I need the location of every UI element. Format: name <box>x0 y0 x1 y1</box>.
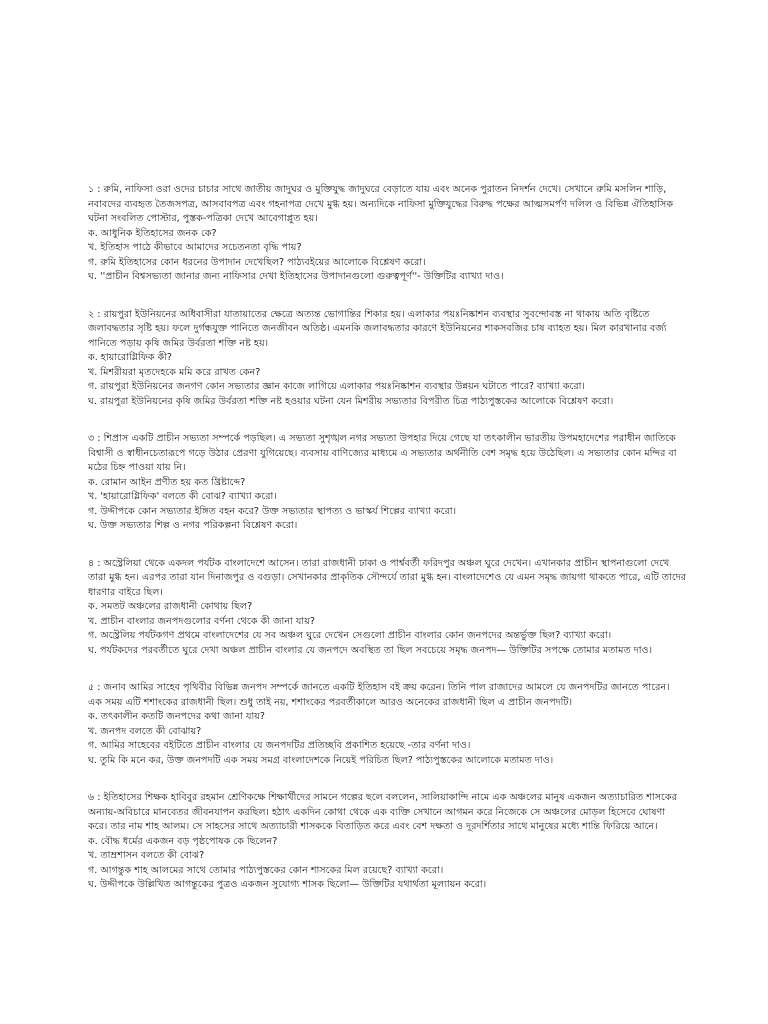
question-part-gha: ঘ. উদ্দীপকে উল্লিখিত আগন্তুকের পুত্রও একজন সুযোগ্য শাসক ছিলো— উক্তিটির যথার্থতা মূল্যায়ন করো। <box>88 879 487 890</box>
question-part-kha: খ. জনপদ বলতে কী বোঝায়? <box>88 725 202 737</box>
question-part-ka: ক. রোমান আইন প্রণীত হয় কত খ্রিষ্টাব্দে? <box>88 476 246 488</box>
question-part-ga: গ. উদ্দীপকে কোন সভ্যতার ইঙ্গিত বহন করে? উক্ত সভ্যতার স্থাপত্য ও ভাস্কর্য শিল্পের ব্যাখ্যা করো। <box>88 505 457 517</box>
question-part-kha: খ. তাম্রশাসন বলতে কী বোঝ? <box>88 850 205 861</box>
question-stem: ৫ : জনাব আমির সাহেব পৃথিবীর বিভিন্ন জনপদ সম্পর্কে জানতে একটি ইতিহাস বই ক্রয় করেন। তিনি পাল রাজাদের আমলে যে জনপদটির জানতে পারেন। এক সময় এটি শশাংকের রাজধানী ছিল। শুধু তাই নয়, শশাংকের পরবর্তীকালে আরও অনেকের রাজধানী ছিল এ প্রাচীন জনপদটি। <box>88 682 670 708</box>
question-part-ga: গ. আগন্তুক শাহ আলমের সাথে তোমার পাঠ্যপুস্তকের কোন শাসকের মিল রয়েছে? ব্যাখ্যা করো। <box>88 864 444 876</box>
question-part-gha: ঘ. তুমি কি মনে কর, উক্ত জনপদটি এক সময় সমগ্র বাংলাদেশকে নিয়েই পরিচিত ছিল? পাঠ্যপুস্তকের আলোকে মতামত দাও। <box>88 754 554 766</box>
question-5 <box>88 681 686 768</box>
question-2 <box>88 308 686 410</box>
question-1 <box>88 183 686 285</box>
question-part-ka: ক. হায়ারোগ্লিফিক কী? <box>88 352 173 363</box>
question-stem: ১ : রুমি, নাফিসা ওরা ওদের চাচার সাথে জাতীয় জাদুঘর ও মুক্তিযুদ্ধ জাদুঘরে বেড়াতে যায় এবং অনেক পুরাতন নিদর্শন দেখে। সেখানে রুমি মসলিন শাড়ি, নবাবদের ব্যবহৃত তৈজসপত্র, আসবাবপত্র এবং গহনাপত্র দেখে মুগ্ধ হয়। অন্যদিকে নাফিসা মুক্তিযুদ্ধের বিরুদ্ধ পক্ষের আত্মসমর্পণ দলিল ও বিভিন্ন ঐতিহাসিক ঘটনা সংবলিত পোস্টার, পুস্তক-পত্রিকা দেখে আবেগাপ্লুত হয়। <box>88 184 674 224</box>
question-stem: ২ : রায়পুরা ইউনিয়নের অধিবাসীরা যাতায়াতের ক্ষেত্রে অত্যন্ত ভোগান্তির শিকার হয়। এলাকার পয়ঃনিষ্কাশন ব্যবস্থার সুবন্দোবস্ত না থাকায় অতি বৃষ্টিতে জলাবদ্ধতার সৃষ্টি হয়। ফলে দুর্গন্ধযুক্ত পানিতে জনজীবন অতিষ্ঠ। এমনকি জলাবদ্ধতার কারণে ইউনিয়নের শাকসবজির চাষ ব্যাহত হয়। মিল কারখানার বর্জ্য পানিতে পড়ায় কৃষি জমির উর্বরতা শক্তি নষ্ট হয়। <box>88 308 667 349</box>
question-part-gha: ঘ. উক্ত সভ্যতার শিল্প ও নগর পরিকল্পনা বিশ্লেষণ করো। <box>88 520 298 531</box>
question-part-kha: খ. ইতিহাস পাঠে কীভাবে আমাদের সচেতনতা বৃদ্ধি পায়? <box>88 242 302 253</box>
question-part-ka: ক. বৌদ্ধ ধর্মের একজন বড় পৃষ্ঠপোষক কে ছিলেন? <box>88 835 278 847</box>
question-part-ka: ক. তৎকালীন কতটি জনপদের কথা জানা যায়? <box>88 711 266 722</box>
question-part-kha: খ. প্রাচীন বাংলার জনপদগুলোর বর্ণনা থেকে কী জানা যায়? <box>88 615 315 627</box>
question-part-kha: খ. 'হায়ারোগ্লিফিক' বলতে কী বোঝ? ব্যাখ্যা করো। <box>88 491 277 502</box>
question-part-gha: ঘ. ''প্রাচীন বিশ্বসভ্যতা জানার জন্য নাফিসার দেখা ইতিহাসের উপাদানগুলো গুরুত্বপূর্ণ''- উক্তিটির ব্যাখ্যা দাও। <box>88 271 504 282</box>
question-stem: ৪ : অস্ট্রেলিয়া থেকে একদল পর্যটক বাংলাদেশে আসেন। তারা রাজধানী ঢাকা ও পার্শ্ববর্তী ফরিদপুর অঞ্চল ঘুরে দেখেন। এখানকার প্রাচীন স্থাপনাগুলো দেখে তারা মুগ্ধ হন। এরপর তারা যান দিনাজপুর ও বগুড়া। সেখানকার প্রাকৃতিক সৌন্দর্যে তারা মুগ্ধ হন। বাংলাদেশেও যে এমন সমৃদ্ধ জায়গা থাকতে পারে, এটি তাদের ধারণার বাইরে ছিল। <box>88 557 687 598</box>
question-part-ka: ক. সমতট অঞ্চলের রাজধানী কোথায় ছিল? <box>88 601 253 612</box>
question-part-kha: খ. মিশরীয়রা মৃতদেহকে মমি করে রাখত কেন? <box>88 366 261 378</box>
question-part-ka: ক. আধুনিক ইতিহাসের জনক কে? <box>88 227 217 239</box>
question-4 <box>88 557 686 659</box>
question-sheet <box>88 183 686 916</box>
question-part-ga: গ. অস্ট্রেলিয় পর্যটকগণ প্রথমে বাংলাদেশের যে সব অঞ্চল ঘুরে দেখেন সেগুলো প্রাচীন বাংলার কোন জনপদের অন্তর্ভুক্ত ছিল? ব্যাখ্যা করো। <box>88 630 612 641</box>
question-stem: ৬ : ইতিহাসের শিক্ষক হাবিবুর রহমান শ্রেণিকক্ষে শিক্ষার্থীদের সামনে গল্পের ছলে বললেন, সালিয়াকান্দি নামে এক অঞ্চলের মানুষ একজন অত্যাচারিত শাসকের অন্যায়-অবিচারে মানবেতর জীবনযাপন করছিল। হঠাৎ একদিন কোথা থেকে এক ব্যক্তি সেখানে আগমন করে নিজেকে সে অঞ্চলের মোড়ল হিসেবে ঘোষণা করে। তার নাম শাহ আলম। সে সাহসের সাথে অত্যাচারী শাসককে বিতাড়িত করে এবং বেশ দক্ষতা ও দূরদর্শিতার সাথে মানুষের মধ্যে শান্তি ফিরিয়ে আনে। <box>88 792 677 832</box>
question-part-gha: ঘ. রায়পুরা ইউনিয়নের কৃষি জমির উর্বরতা শক্তি নষ্ট হওয়ার ঘটনা যেন মিশরীয় সভ্যতার বিপরীত চিত্র পাঠ্যপুস্তকের আলোকে বিশ্লেষণ করো। <box>88 395 614 407</box>
question-part-ga: গ. রায়পুরা ইউনিয়নের জনগণ কোন সভ্যতার জ্ঞান কাজে লাগিয়ে এলাকার পয়ঃনিষ্কাশন ব্যবস্থার উন্নয়ন ঘটাতে পারে? ব্যাখ্যা করো। <box>88 381 585 392</box>
question-stem: ৩ : শিপ্রাস একটি প্রাচীন সভ্যতা সম্পর্কে পড়ছিল। এ সভ্যতা সুশৃঙ্খল নগর সভ্যতা উপহার দিয়ে গেছে যা তৎকালীন ভারতীয় উপমহাদেশের পরাধীন জাতিকে বিশ্বাসী ও স্বাধীনচেতারূপে গড়ে উঠার প্রেরণা যুগিয়েছে। ব্যবসায় বাণিজ্যের মাধ্যমে এ সভ্যতার অর্থনীতি বেশ সমৃদ্ধ হয়ে উঠেছিল। এ সভ্যতার কোন মন্দির বা মঠের চিহ্ন পাওয়া যায় নি। <box>88 433 677 473</box>
question-6 <box>88 791 686 893</box>
question-part-ga: গ. রুমি ইতিহাসের কোন ধরনের উপাদান দেখেছিল? পাঠ্যবইয়ের আলোকে বিশ্লেষণ করো। <box>88 256 426 268</box>
question-3 <box>88 432 686 534</box>
question-part-gha: ঘ. পর্যটকদের পরবর্তীতে ঘুরে দেখা অঞ্চল প্রাচীন বাংলার যে জনপদে অবস্থিত তা ছিল সবচেয়ে সমৃদ্ধ জনপদ— উক্তিটির সপক্ষে তোমার মতামত দাও। <box>88 644 653 656</box>
question-part-ga: গ. আমির সাহেবের বইটিতে প্রাচীন বাংলার যে জনপদটির প্রতিচ্ছবি প্রকাশিত হয়েছে -তার বর্ণনা দাও। <box>88 740 471 751</box>
